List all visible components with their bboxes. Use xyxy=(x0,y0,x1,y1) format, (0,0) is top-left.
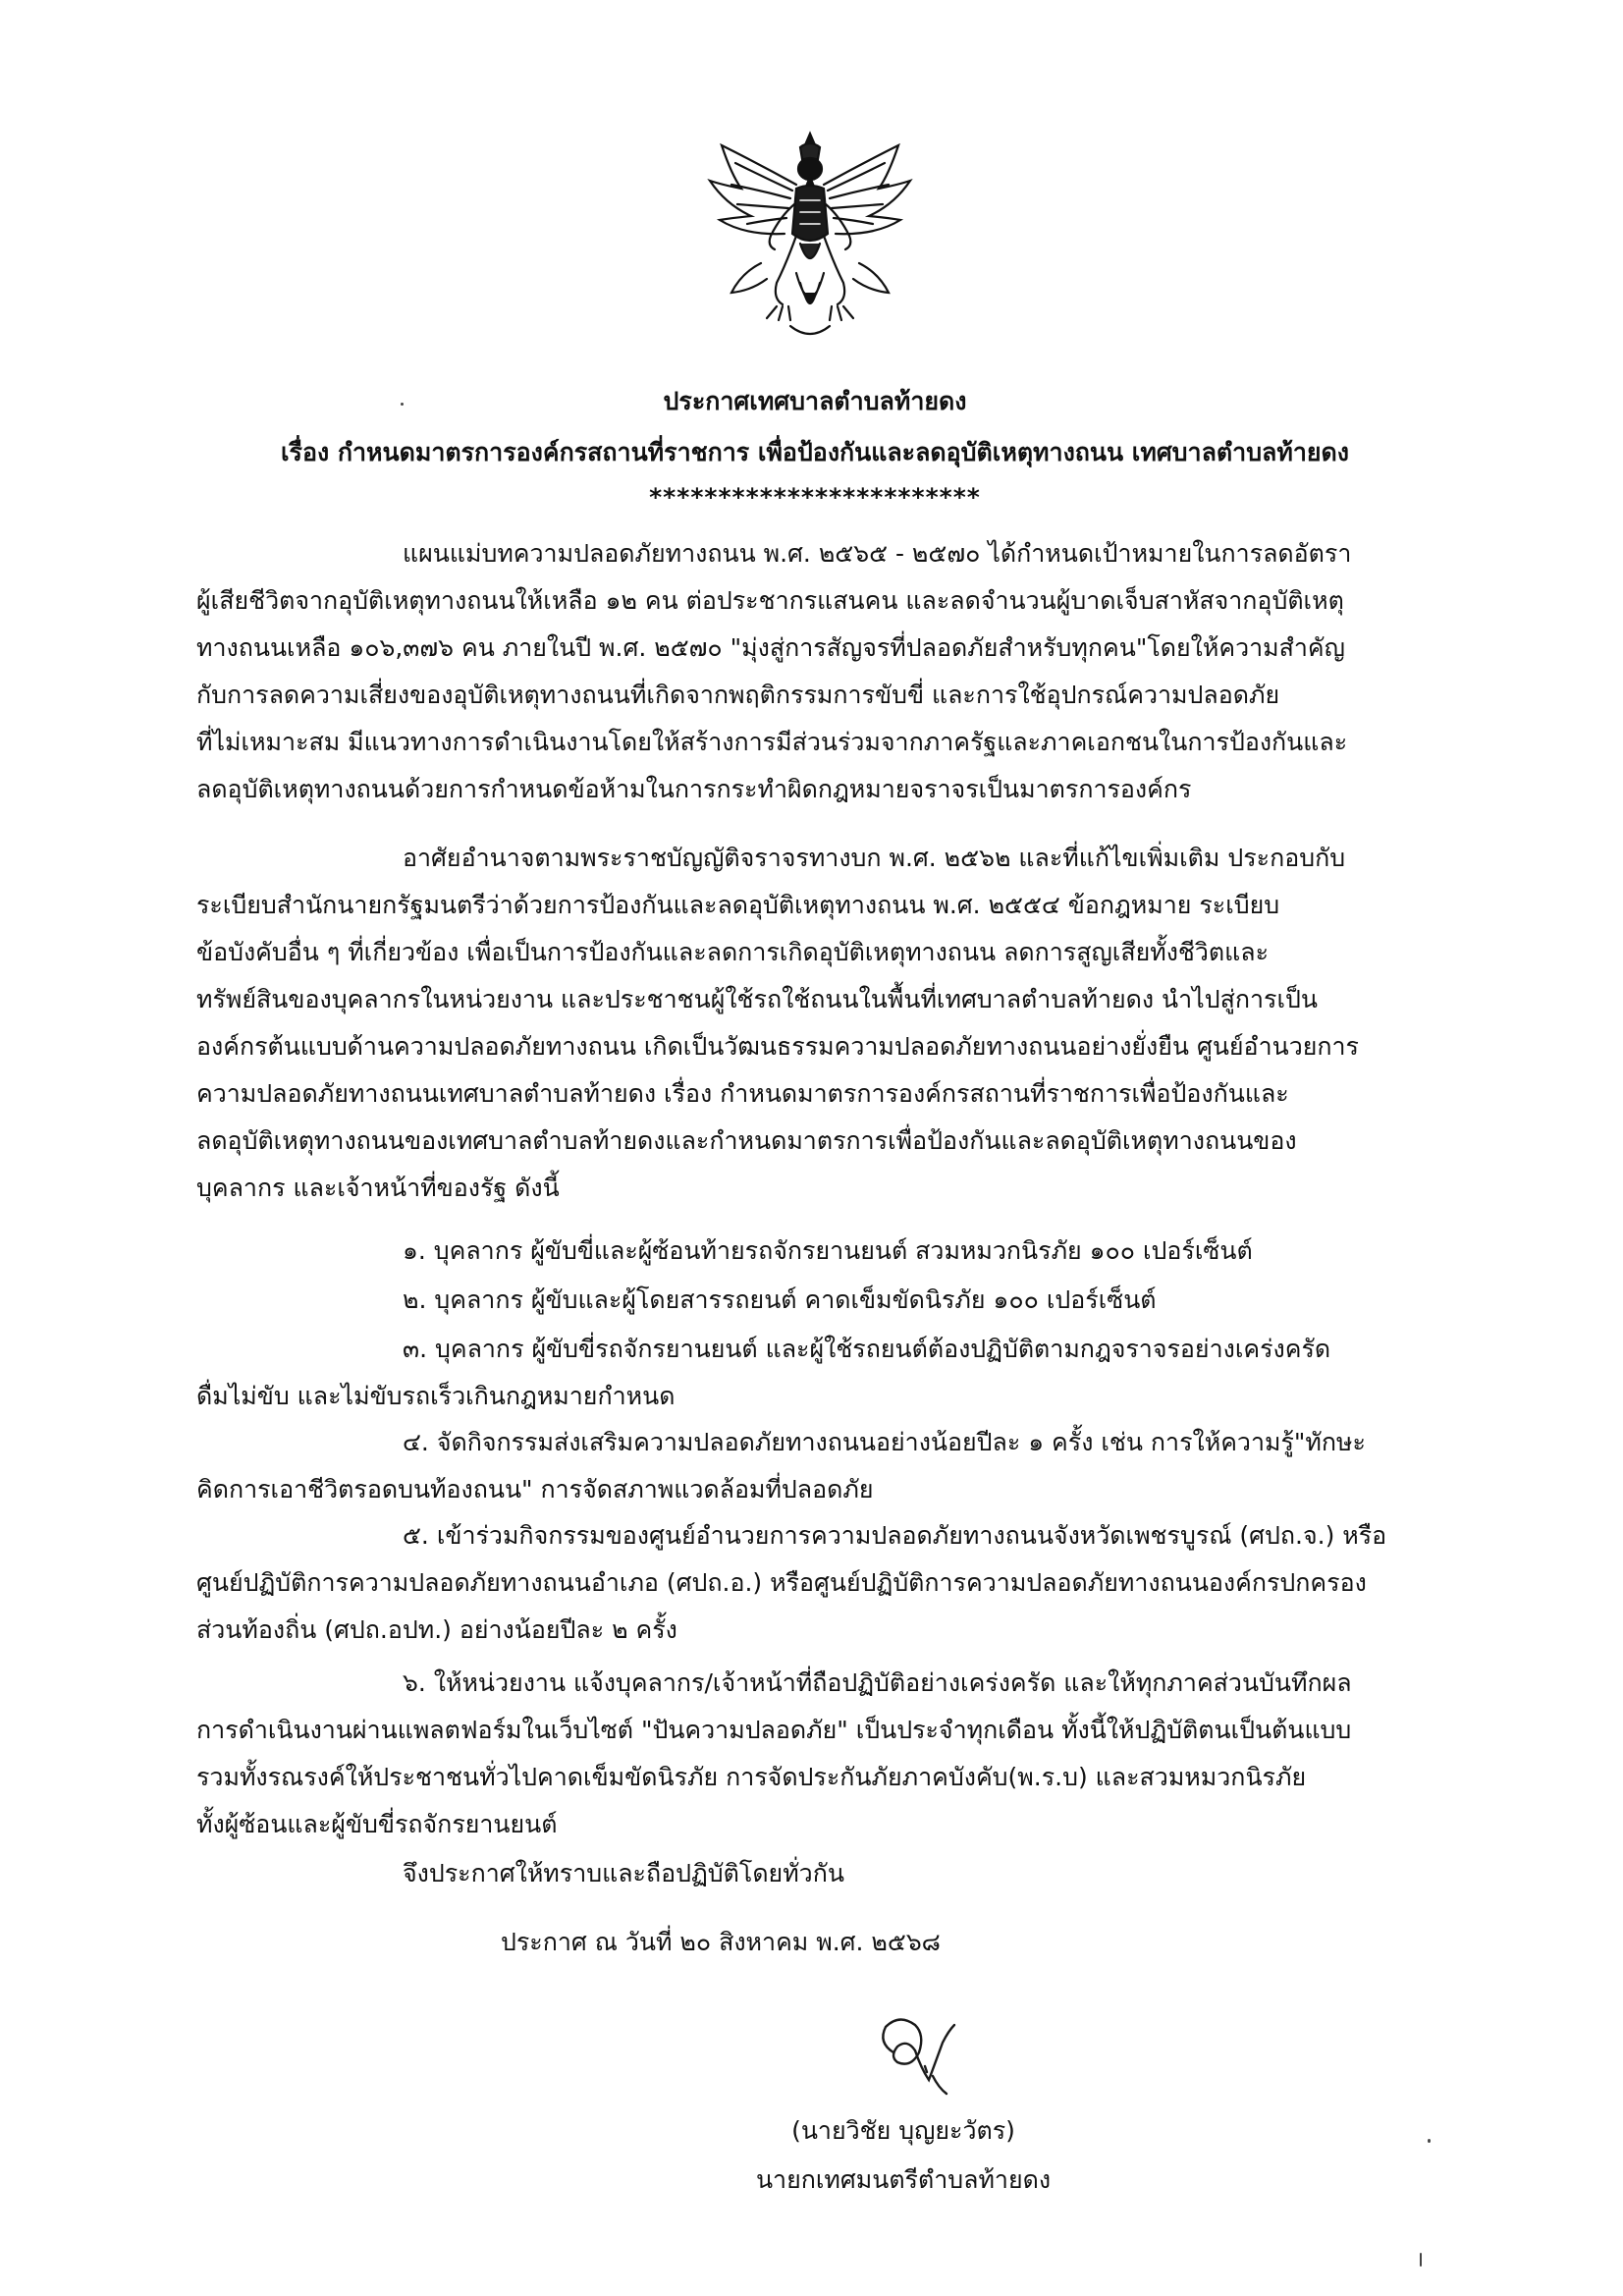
garuda-emblem-icon xyxy=(702,126,918,352)
measure-line: ๔. จัดกิจกรรมส่งเสริมความปลอดภัยทางถนนอย่างน้อยปีละ ๑ ครั้ง เช่น การให้ความรู้"ทักษะ xyxy=(403,1428,1366,1456)
measure-line: การดำเนินงานผ่านแพลตฟอร์มในเว็บไซต์ "ปันความปลอดภัย" เป็นประจำทุกเดือน ทั้งนี้ให้ปฏิบัติตนเป็นต้นแบบ xyxy=(196,1716,1352,1744)
header-separator: ************************ xyxy=(649,483,981,512)
paragraph-line: อาศัยอำนาจตามพระราชบัญญัติจราจรทางบก พ.ศ. ๒๕๖๒ และที่แก้ไขเพิ่มเติม ประกอบกับ xyxy=(403,844,1346,872)
paragraph-line: ลดอุบัติเหตุทางถนนด้วยการกำหนดข้อห้ามในการกระทำผิดกฎหมายจราจรเป็นมาตรการองค์กร xyxy=(196,775,1192,803)
paragraph-line: ข้อบังคับอื่น ๆ ที่เกี่ยวข้อง เพื่อเป็นการป้องกันและลดการเกิดอุบัติเหตุทางถนน ลดการสูญเสียทั้งชีวิตและ xyxy=(196,938,1270,966)
paragraph-line: แผนแม่บทความปลอดภัยทางถนน พ.ศ. ๒๕๖๕ - ๒๕๗๐ ได้กำหนดเป้าหมายในการลดอัตรา xyxy=(403,539,1352,568)
scan-speck xyxy=(401,403,404,406)
measure-line: ทั้งผู้ซ้อนและผู้ขับขี่รถจักรยานยนต์ xyxy=(196,1810,558,1838)
paragraph-authority xyxy=(196,835,1463,1212)
announcement-date: ประกาศ ณ วันที่ ๒๐ สิงหาคม พ.ศ. ๒๕๖๘ xyxy=(501,1928,941,1956)
closing-statement: จึงประกาศให้ทราบและถือปฏิบัติโดยทั่วกัน xyxy=(403,1859,844,1887)
measure-item-3 xyxy=(196,1326,1463,1420)
paragraph-line: ผู้เสียชีวิตจากอุบัติเหตุทางถนนให้เหลือ ๑๒ คน ต่อประชากรแสนคน และลดจำนวนผู้บาดเจ็บสาหัสจากอุบัติเหตุ xyxy=(196,586,1344,615)
measure-line: ๓. บุคลากร ผู้ขับขี่รถจักรยานยนต์ และผู้ใช้รถยนต์ต้องปฏิบัติตามกฎจราจรอย่างเคร่งครัด xyxy=(403,1335,1331,1363)
measure-line: ศูนย์ปฏิบัติการความปลอดภัยทางถนนอำเภอ (ศปถ.อ.) หรือศูนย์ปฏิบัติการความปลอดภัยทางถนนองค์กรปกครอง xyxy=(196,1568,1367,1597)
signer-position: นายกเทศมนตรีตำบลท้ายดง xyxy=(755,2165,1052,2194)
measure-line: ส่วนท้องถิ่น (ศปถ.อปท.) อย่างน้อยปีละ ๒ ครั้ง xyxy=(196,1615,677,1644)
paragraph-line: กับการลดความเสี่ยงของอุบัติเหตุทางถนนที่เกิดจากพฤติกรรมการขับขี่ และการใช้อุปกรณ์ความปลอดภัย xyxy=(196,681,1280,709)
measure-line: รวมทั้งรณรงค์ให้ประชาชนทั่วไปคาดเข็มขัดนิรภัย การจัดประกันภัยภาคบังคับ(พ.ร.บ) และสวมหมวกนิรภัย xyxy=(196,1763,1307,1791)
paragraph-line: ระเบียบสำนักนายกรัฐมนตรีว่าด้วยการป้องกันและลดอุบัติเหตุทางถนน พ.ศ. ๒๕๕๔ ข้อกฎหมาย ระเบียบ xyxy=(196,891,1280,919)
paragraph-line: บุคลากร และเจ้าหน้าที่ของรัฐ ดังนี้ xyxy=(196,1174,560,1202)
paragraph-line: ที่ไม่เหมาะสม มีแนวทางการดำเนินงานโดยให้สร้างการมีส่วนร่วมจากภาครัฐและภาคเอกชนในการป้องกันและ xyxy=(196,728,1348,756)
measure-line: ๒. บุคลากร ผู้ขับและผู้โดยสารรถยนต์ คาดเข็มขัดนิรภัย ๑๐๐ เปอร์เซ็นต์ xyxy=(403,1285,1157,1314)
measure-item-6 xyxy=(196,1660,1463,1848)
announcement-subject: เรื่อง กำหนดมาตรการองค์กรสถานที่ราชการ เพื่อป้องกันและลดอุบัติเหตุทางถนน เทศบาลตำบลท้ายดง xyxy=(280,438,1349,466)
paragraph-line: ทรัพย์สินของบุคลากรในหน่วยงาน และประชาชนผู้ใช้รถใช้ถนนในพื้นที่เทศบาลตำบลท้ายดง นำไปสู่การเป็น xyxy=(196,985,1318,1013)
measure-item-5 xyxy=(196,1512,1463,1654)
measure-line: ๑. บุคลากร ผู้ขับขี่และผู้ซ้อนท้ายรถจักรยานยนต์ สวมหมวกนิรภัย ๑๐๐ เปอร์เซ็นต์ xyxy=(403,1236,1253,1265)
paragraph-line: ทางถนนเหลือ ๑๐๖,๓๗๖ คน ภายในปี พ.ศ. ๒๕๗๐ "มุ่งสู่การสัญจรที่ปลอดภัยสำหรับทุกคน"โดยให้ความสำคัญ xyxy=(196,633,1345,662)
measure-item-2 xyxy=(196,1277,1463,1324)
paragraph-line: องค์กรต้นแบบด้านความปลอดภัยทางถนน เกิดเป็นวัฒนธรรมความปลอดภัยทางถนนอย่างยั่งยืน ศูนย์อำนวยการ xyxy=(196,1032,1359,1061)
measure-line: ๖. ให้หน่วยงาน แจ้งบุคลากร/เจ้าหน้าที่ถือปฏิบัติอย่างเคร่งครัด และให้ทุกภาคส่วนบันทึกผล xyxy=(403,1668,1352,1697)
scan-speck xyxy=(1420,2253,1422,2267)
signer-name: (นายวิชัย บุญยะวัตร) xyxy=(791,2116,1015,2145)
paragraph-background xyxy=(196,530,1463,813)
paragraph-line: ลดอุบัติเหตุทางถนนของเทศบาลตำบลท้ายดงและกำหนดมาตรการเพื่อป้องกันและลดอุบัติเหตุทางถนนของ xyxy=(196,1126,1297,1155)
measure-line: คิดการเอาชีวิตรอดบนท้องถนน" การจัดสภาพแวดล้อมที่ปลอดภัย xyxy=(196,1475,874,1503)
measure-line: ดื่มไม่ขับ และไม่ขับรถเร็วเกินกฎหมายกำหนด xyxy=(196,1382,676,1410)
signature-image xyxy=(864,2003,972,2102)
measure-line: ๕. เข้าร่วมกิจกรรมของศูนย์อำนวยการความปลอดภัยทางถนนจังหวัดเพชรบูรณ์ (ศปถ.จ.) หรือ xyxy=(403,1521,1387,1550)
announcement-title: ประกาศเทศบาลตำบลท้ายดง xyxy=(663,387,967,415)
measure-item-4 xyxy=(196,1419,1463,1513)
paragraph-line: ความปลอดภัยทางถนนเทศบาลตำบลท้ายดง เรื่อง กำหนดมาตรการองค์กรสถานที่ราชการเพื่อป้องกันและ xyxy=(196,1079,1289,1108)
scan-speck xyxy=(1428,2139,1431,2143)
measure-item-1 xyxy=(196,1228,1463,1275)
